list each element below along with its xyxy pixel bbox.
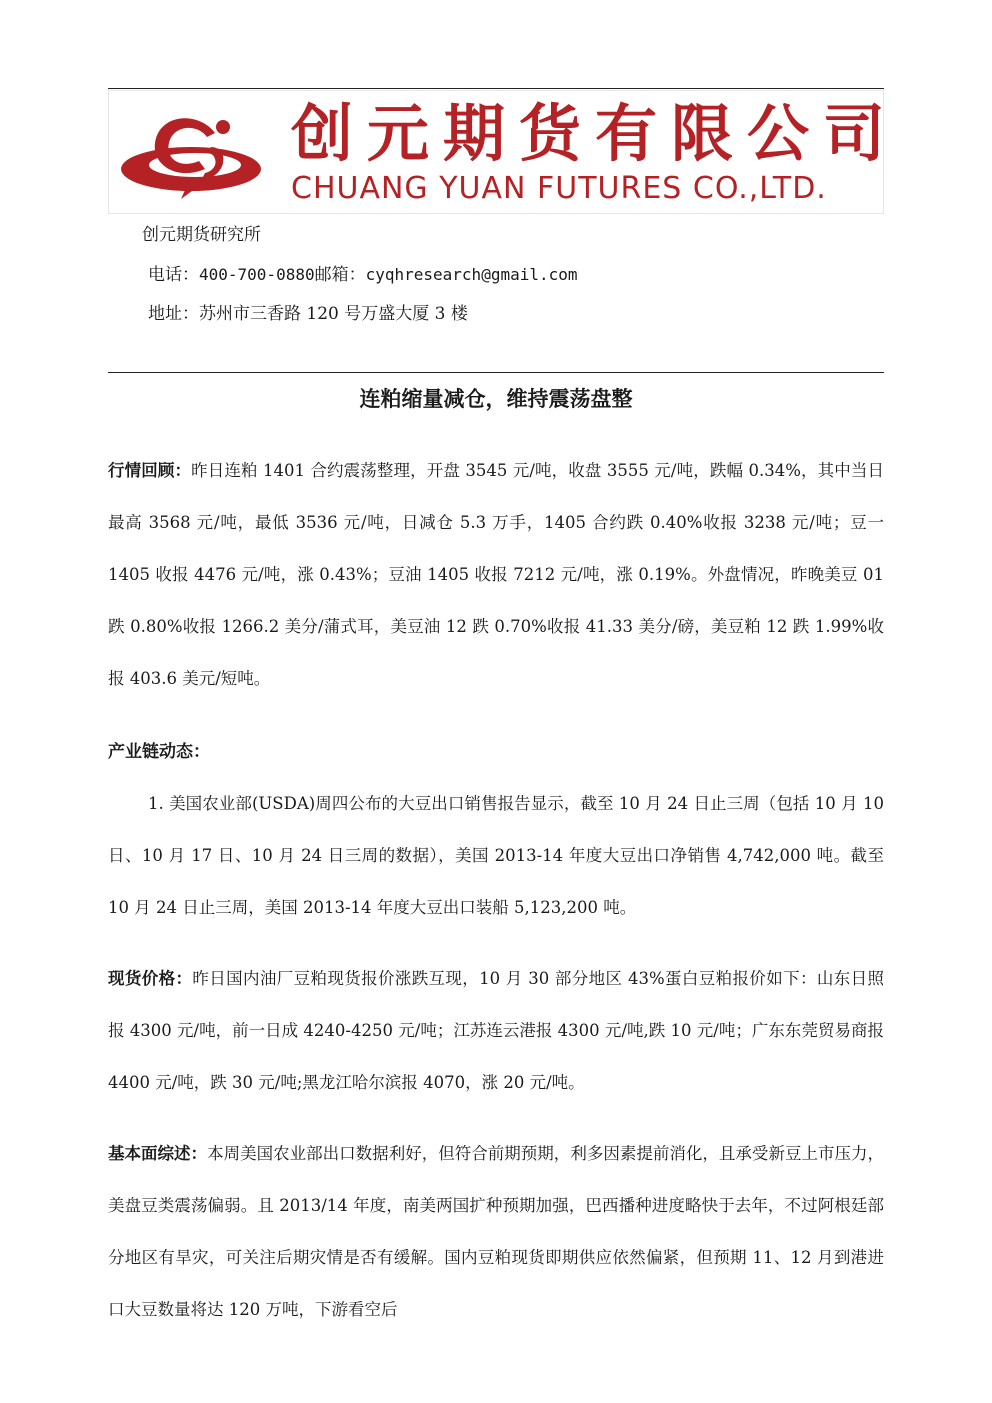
fundamental-summary-paragraph — [108, 1128, 884, 1336]
company-name-cn: 创元期货有限公司 — [291, 97, 900, 170]
header-top-rule — [108, 88, 884, 89]
fundamental-summary-text: 本周美国农业部出口数据利好，但符合前期预期，利多因素提前消化，且承受新豆上市压力，美盘豆类震荡偏弱。且 2013/14 年度，南美两国扩种预期加强，巴西播种进度略快于去年，不过阿根廷部分地区有旱灾，可关注后期灾情是否有缓解。国内豆粕现货即期供应依然偏紧，但预期 11、12 月到港进口大豆数量将达 120 万吨，下游看空后 — [108, 1144, 885, 1319]
spot-price-text: 昨日国内油厂豆粕现货报价涨跌互现，10 月 30 部分地区 43%蛋白豆粕报价如下：山东日照报 4300 元/吨，前一日成 4240-4250 元/吨；江苏连云港报 4300 元/吨,跌 10 元/吨；广东东莞贸易商报 4400 元/吨，跌 30 元/吨;黑龙江哈尔滨报 4070，涨 20 元/吨。 — [108, 969, 884, 1092]
email-address: cyqhresearch@gmail.com — [365, 265, 578, 284]
report-title: 连粕缩量减仓，维持震荡盘整 — [359, 387, 633, 411]
address-text: 苏州市三香路 120 号万盛大厦 3 楼 — [199, 304, 468, 324]
fundamental-summary-label: 基本面综述： — [108, 1144, 208, 1163]
title-top-rule — [108, 372, 884, 373]
contact-phone-email-line — [148, 263, 578, 287]
email-label: 邮箱： — [314, 265, 366, 285]
industry-chain-heading: 产业链动态： — [108, 742, 210, 762]
company-logo-icon — [119, 103, 269, 203]
address-label: 地址： — [148, 304, 199, 324]
contact-address-line — [148, 302, 468, 326]
institute-name: 创元期货研究所 — [142, 225, 261, 245]
company-banner — [108, 90, 900, 214]
company-name-en: CHUANG YUAN FUTURES CO.,LTD. — [291, 171, 827, 206]
phone-number: 400-700-0880 — [199, 265, 315, 284]
market-review-label: 行情回顾： — [108, 461, 192, 480]
market-review-paragraph — [108, 445, 884, 705]
phone-label: 电话： — [148, 265, 199, 285]
spot-price-paragraph — [108, 953, 884, 1109]
market-review-text: 昨日连粕 1401 合约震荡整理，开盘 3545 元/吨，收盘 3555 元/吨，跌幅 0.34%，其中当日最高 3568 元/吨，最低 3536 元/吨，日减仓 5.3 万手，1405 合约跌 0.40%收报 3238 元/吨；豆一 1405 收报 4476 元/吨，涨 0.43%；豆油 1405 收报 7212 元/吨，涨 0.19%。外盘情况，昨晚美豆 01 跌 0.80%收报 1266.2 美分/蒲式耳，美豆油 12 跌 0.70%收报 41.33 美分/磅，美豆粕 12 跌 1.99%收报 403.6 美元/短吨。 — [108, 461, 885, 688]
spot-price-label: 现货价格： — [108, 969, 193, 988]
industry-chain-item-1: 1. 美国农业部(USDA)周四公布的大豆出口销售报告显示，截至 10 月 24 日止三周（包括 10 月 10 日、10 月 17 日、10 月 24 日三周的数据），美国 2013-14 年度大豆出口净销售 4,742,000 吨。截至 10 月 24 日止三周，美国 2013-14 年度大豆出口装船 5,123,200 吨。 — [108, 794, 884, 917]
